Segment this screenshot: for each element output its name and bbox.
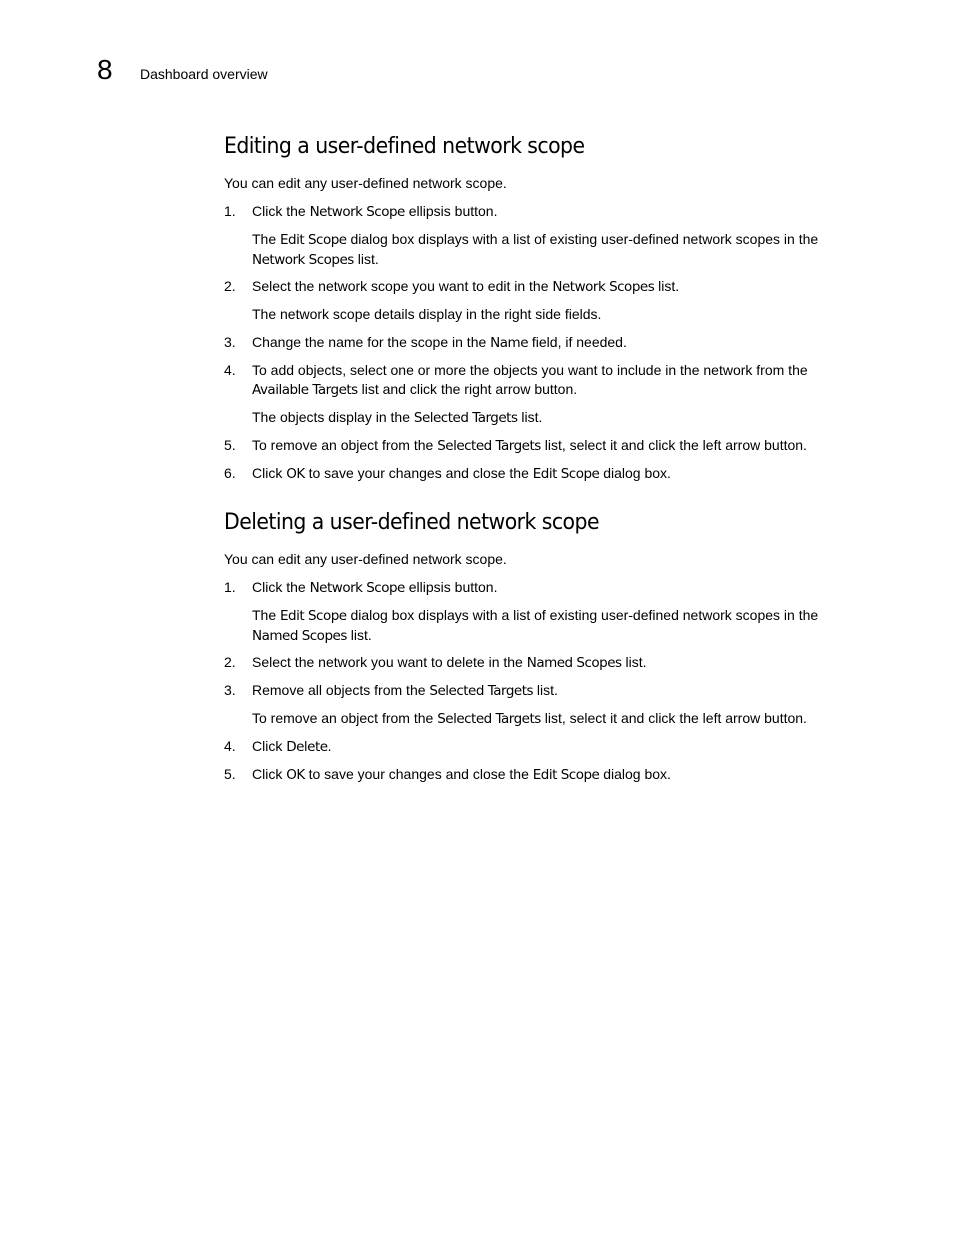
step-number: 5. (224, 437, 236, 453)
text-run: The (252, 231, 281, 247)
text-run: Select the network scope you want to edit in the (252, 278, 553, 294)
text-run: Click (252, 465, 287, 481)
text-run: list and click the right arrow button. (357, 381, 578, 397)
text-run: Select the network you want to delete in the (252, 654, 527, 670)
step-number: 5. (224, 766, 236, 782)
ui-term: Edit Scope (280, 232, 347, 248)
text-run: list. (517, 409, 543, 425)
text-run: dialog box displays with a list of existing user-defined network scopes in the (346, 607, 819, 623)
text-run: ellipsis button. (404, 203, 498, 219)
step-text (252, 202, 862, 222)
text-run: list. (533, 682, 558, 698)
text-run: Remove all objects from the (252, 682, 430, 698)
ui-term: Network Scope (309, 204, 405, 220)
step-number: 6. (224, 465, 236, 481)
text-run: list. (654, 278, 680, 294)
text-run: list. (621, 654, 647, 670)
step-text (252, 653, 862, 673)
ui-term: Network Scope (309, 580, 405, 596)
text-run: Click the (252, 203, 310, 219)
step-text (252, 578, 862, 598)
ui-term: Edit Scope (532, 767, 600, 783)
text-run: to save your changes and close the (304, 766, 533, 782)
ui-term: Name (490, 335, 528, 351)
section-heading: Deleting a user-defined network scope (224, 510, 599, 535)
section-heading: Editing a user-defined network scope (224, 134, 585, 159)
text-run: list. (353, 251, 379, 267)
step-text (252, 464, 862, 484)
ui-term: Network Scopes (552, 279, 655, 295)
text-run: dialog box displays with a list of existing user-defined network scopes in the (346, 231, 819, 247)
text-run: . (327, 738, 332, 754)
step-result-text (252, 305, 862, 324)
text-run: list. (346, 627, 372, 643)
step-number: 2. (224, 278, 236, 294)
section-intro: You can edit any user-defined network scope. (224, 551, 507, 567)
step-number: 1. (224, 579, 236, 595)
step-text (252, 277, 862, 297)
text-run: The (252, 607, 281, 623)
text-run: list, select it and click the left arrow button. (540, 437, 807, 453)
step-result-text (252, 709, 862, 729)
step-number: 4. (224, 362, 236, 378)
text-run: list, select it and click the left arrow button. (540, 710, 807, 726)
step-text (252, 765, 862, 785)
section-editing-scope (224, 133, 864, 482)
text-run: The network scope details display in the right side fields. (252, 306, 602, 322)
step-result-text (252, 230, 862, 270)
step-number: 1. (224, 203, 236, 219)
step-number: 4. (224, 738, 236, 754)
ui-term: Named Scopes (252, 628, 347, 644)
ui-term: OK (286, 466, 305, 482)
ui-term: OK (286, 767, 305, 783)
ui-term: Selected Targets (429, 683, 534, 699)
step-result-text (252, 408, 862, 428)
text-run: Click (252, 738, 287, 754)
step-number: 3. (224, 682, 236, 698)
step-text (252, 333, 862, 353)
text-run: field, if needed. (528, 334, 627, 350)
step-text (252, 436, 862, 456)
step-number: 2. (224, 654, 236, 670)
text-run: To remove an object from the (252, 437, 438, 453)
ui-term: Delete (286, 739, 328, 755)
ui-term: Available Targets (252, 382, 358, 398)
text-run: dialog box. (599, 766, 671, 782)
text-run: Click (252, 766, 287, 782)
chapter-title: Dashboard overview (140, 66, 268, 82)
ui-term: Selected Targets (413, 410, 518, 426)
step-text (252, 737, 862, 757)
ui-term: Selected Targets (437, 438, 541, 454)
chapter-number: 8 (97, 54, 113, 85)
text-run: Click the (252, 579, 310, 595)
ui-term: Network Scopes (252, 252, 354, 268)
text-run: to save your changes and close the (304, 465, 533, 481)
section-intro: You can edit any user-defined network scope. (224, 175, 507, 191)
section-deleting-scope (224, 509, 864, 783)
text-run: dialog box. (599, 465, 671, 481)
text-run: ellipsis button. (404, 579, 498, 595)
ui-term: Edit Scope (532, 466, 600, 482)
step-number: 3. (224, 334, 236, 350)
ui-term: Named Scopes (526, 655, 622, 671)
text-run: The objects display in the (252, 409, 414, 425)
step-text (252, 361, 862, 400)
ui-term: Edit Scope (280, 608, 347, 624)
step-text (252, 681, 862, 701)
step-result-text (252, 606, 862, 646)
text-run: Change the name for the scope in the (252, 334, 491, 350)
text-run: To add objects, select one or more the objects you want to include in the network from the (252, 362, 808, 378)
text-run: To remove an object from the (252, 710, 438, 726)
ui-term: Selected Targets (437, 711, 541, 727)
